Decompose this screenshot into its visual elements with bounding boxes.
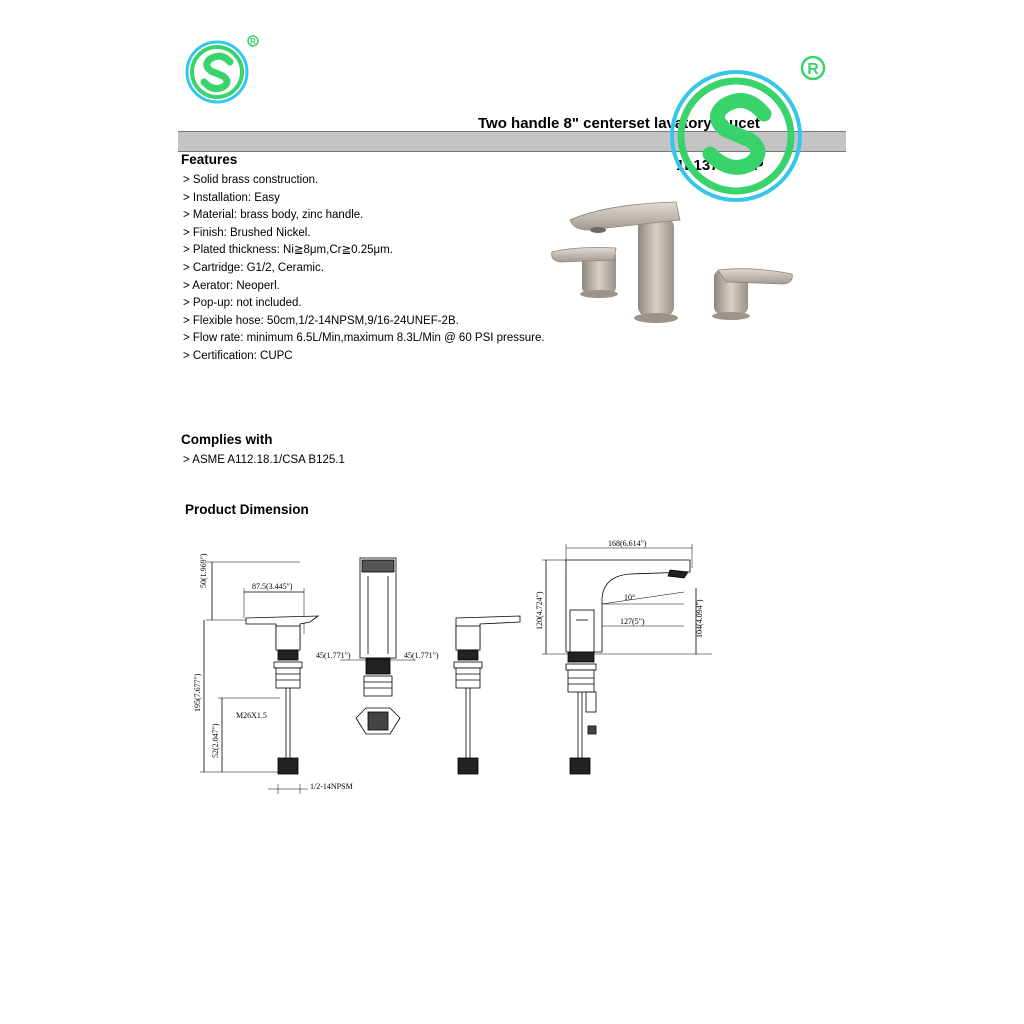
- dimension-label: 50(1.969"): [199, 553, 208, 588]
- dimension-label: 168(6.614"): [608, 539, 647, 548]
- dimension-label: 104(4.094"): [695, 599, 704, 638]
- svg-text:R: R: [807, 61, 819, 78]
- model-number: 1L137400SP: [676, 157, 764, 174]
- features-heading: Features: [181, 152, 238, 167]
- features-list: [183, 172, 545, 366]
- dimension-label: 87.5(3.445"): [252, 582, 293, 591]
- dimension-label: 127(5"): [620, 617, 645, 626]
- list-item: > Aerator: Neoperl.: [183, 279, 280, 292]
- page-title: Two handle 8" centerset lavatory faucet: [478, 115, 760, 132]
- logo-icon: [183, 32, 261, 110]
- list-item: > Pop-up: not included.: [183, 297, 302, 310]
- complies-list: [183, 452, 345, 470]
- dimension-label: 45(1.771"): [316, 651, 351, 660]
- list-item: > Material: brass body, zinc handle.: [183, 209, 364, 222]
- dimension-label: 120(4.724"): [535, 591, 544, 630]
- complies-heading: Complies with: [181, 432, 273, 447]
- list-item: > Flexible hose: 50cm,1/2-14NPSM,9/16-24UNEF-2B.: [183, 314, 459, 327]
- dimension-drawing: [190, 539, 710, 800]
- dimension-label: 10°: [624, 593, 636, 602]
- dimension-label: 195(7.677"): [193, 673, 202, 712]
- list-item: > ASME A112.18.1/CSA B125.1: [183, 454, 345, 466]
- svg-text:R: R: [250, 37, 256, 46]
- product-image: [546, 196, 798, 328]
- list-item: > Solid brass construction.: [183, 174, 319, 186]
- dimension-label: M26X1.5: [236, 711, 267, 720]
- list-item: > Finish: Brushed Nickel.: [183, 226, 311, 239]
- list-item: > Plated thickness: Ni≧8μm,Cr≧0.25μm.: [183, 244, 393, 257]
- list-item: > Cartridge: G1/2, Ceramic.: [183, 261, 324, 274]
- list-item: > Flow rate: minimum 6.5L/Min,maximum 8.3L/Min @ 60 PSI pressure.: [183, 332, 545, 345]
- list-item: > Installation: Easy: [183, 191, 280, 204]
- dimension-label: 1/2-14NPSM: [310, 782, 353, 791]
- dimension-label: 52(2.047"): [211, 723, 220, 758]
- logo-icon: [668, 48, 830, 210]
- dimension-heading: Product Dimension: [185, 502, 309, 517]
- list-item: > Certification: CUPC: [183, 349, 293, 362]
- dimension-label: 45(1.771"): [404, 651, 439, 660]
